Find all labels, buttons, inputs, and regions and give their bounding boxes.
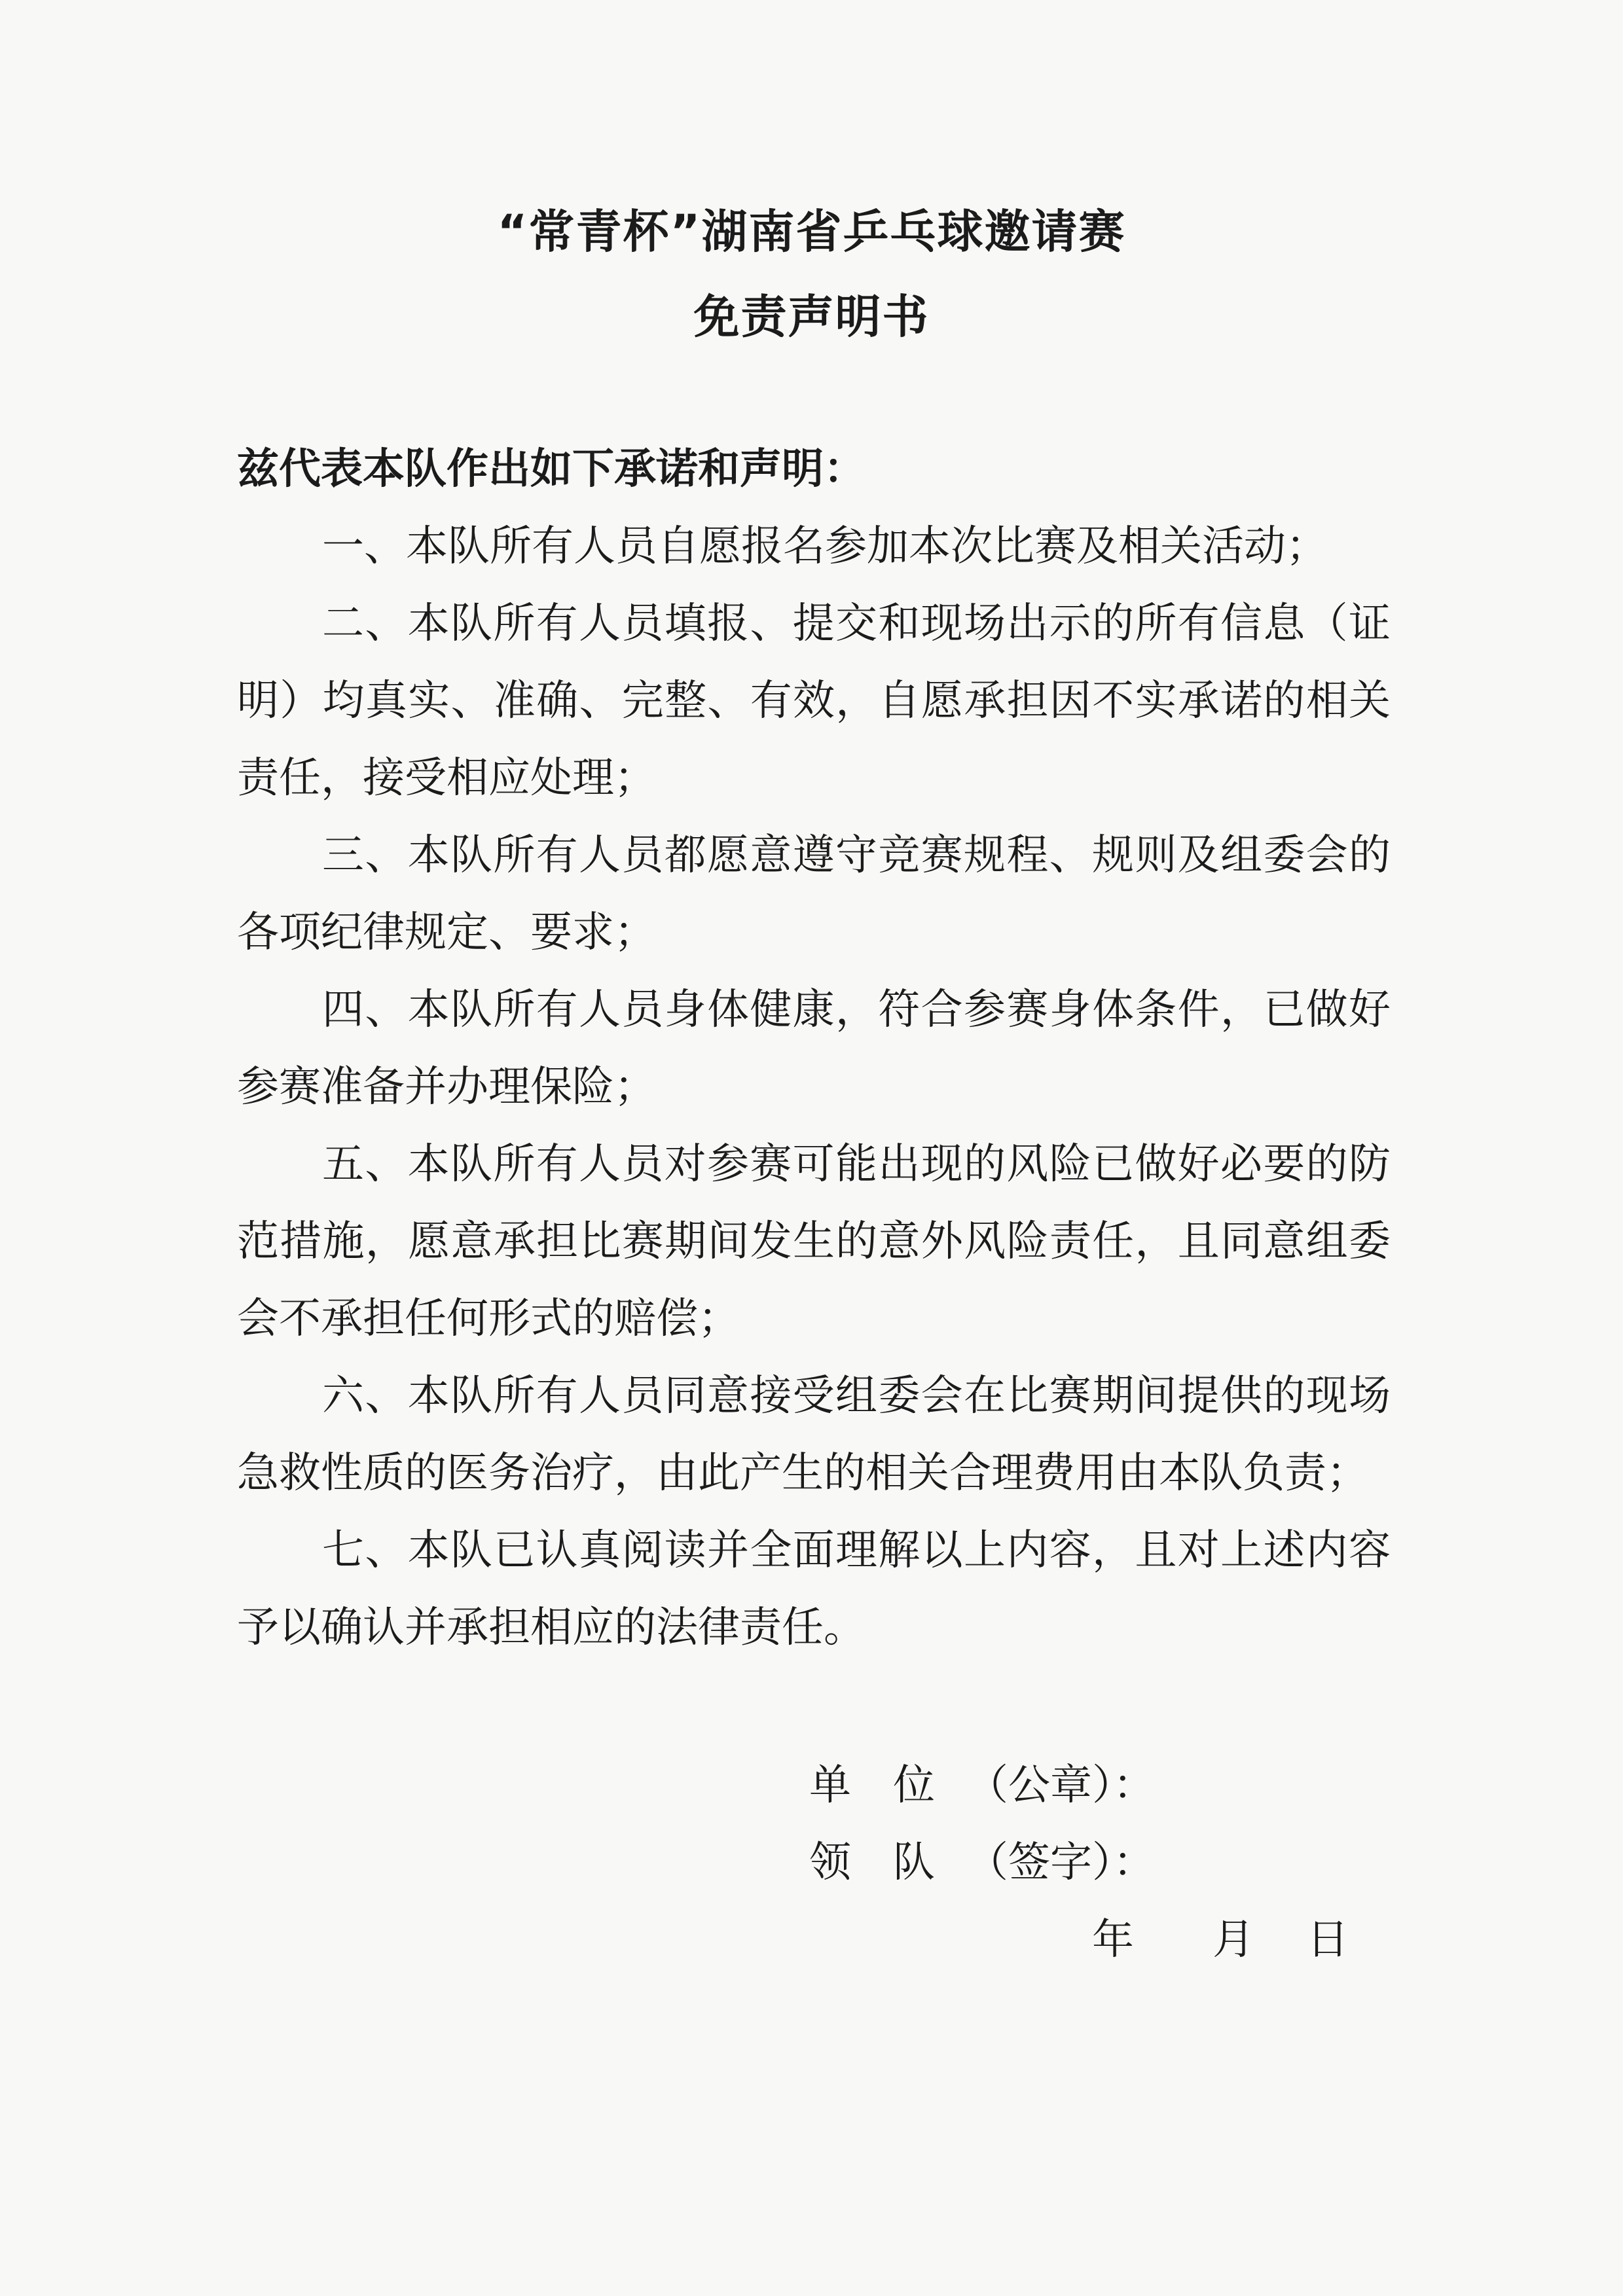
leader-label: 领 队: [809, 1839, 935, 1887]
clause-2: 二、本队所有人员填报、提交和现场出示的所有信息（证明）均真实、准确、完整、有效，自愿承担因不实承诺的相关责任，接受相应处理；: [237, 600, 1391, 802]
unit-seal-note: （公章）：: [966, 1761, 1155, 1810]
signature-leader-line: [809, 1829, 1155, 1889]
lead-statement: 兹代表本队作出如下承诺和声明：: [237, 445, 866, 493]
clause-6: 六、本队所有人员同意接受组委会在比赛期间提供的现场急救性质的医务治疗，由此产生的相关合理费用由本队负责；: [237, 1372, 1391, 1498]
clause-3: 三、本队所有人员都愿意遵守竞赛规程、规则及组委会的各项纪律规定、要求；: [237, 831, 1391, 957]
clause-5: 五、本队所有人员对参赛可能出现的风险已做好必要的防范措施，愿意承担比赛期间发生的意外风险责任，且同意组委会不承担任何形式的赔偿；: [237, 1140, 1391, 1343]
leader-sign-note: （签字）：: [966, 1839, 1155, 1887]
date-day: 日: [1307, 1916, 1349, 1964]
clause-7: 七、本队已认真阅读并全面理解以上内容，且对上述内容予以确认并承担相应的法律责任。: [237, 1526, 1391, 1652]
document-title: “常青杯”湖南省乒乓球邀请赛: [497, 205, 1126, 259]
date-year: 年: [1092, 1916, 1134, 1964]
document-body: [237, 431, 1391, 1666]
clause-4: 四、本队所有人员身体健康，符合参赛身体条件，已做好参赛准备并办理保险；: [237, 986, 1391, 1111]
unit-label: 单 位: [809, 1761, 935, 1810]
signature-unit-line: [809, 1751, 1155, 1812]
signature-date-line: [1092, 1906, 1349, 1966]
date-month: 月: [1213, 1916, 1254, 1964]
document-subtitle: 免责声明书: [693, 290, 930, 344]
clause-1: 一、本队所有人员自愿报名参加本次比赛及相关活动；: [322, 522, 1328, 571]
